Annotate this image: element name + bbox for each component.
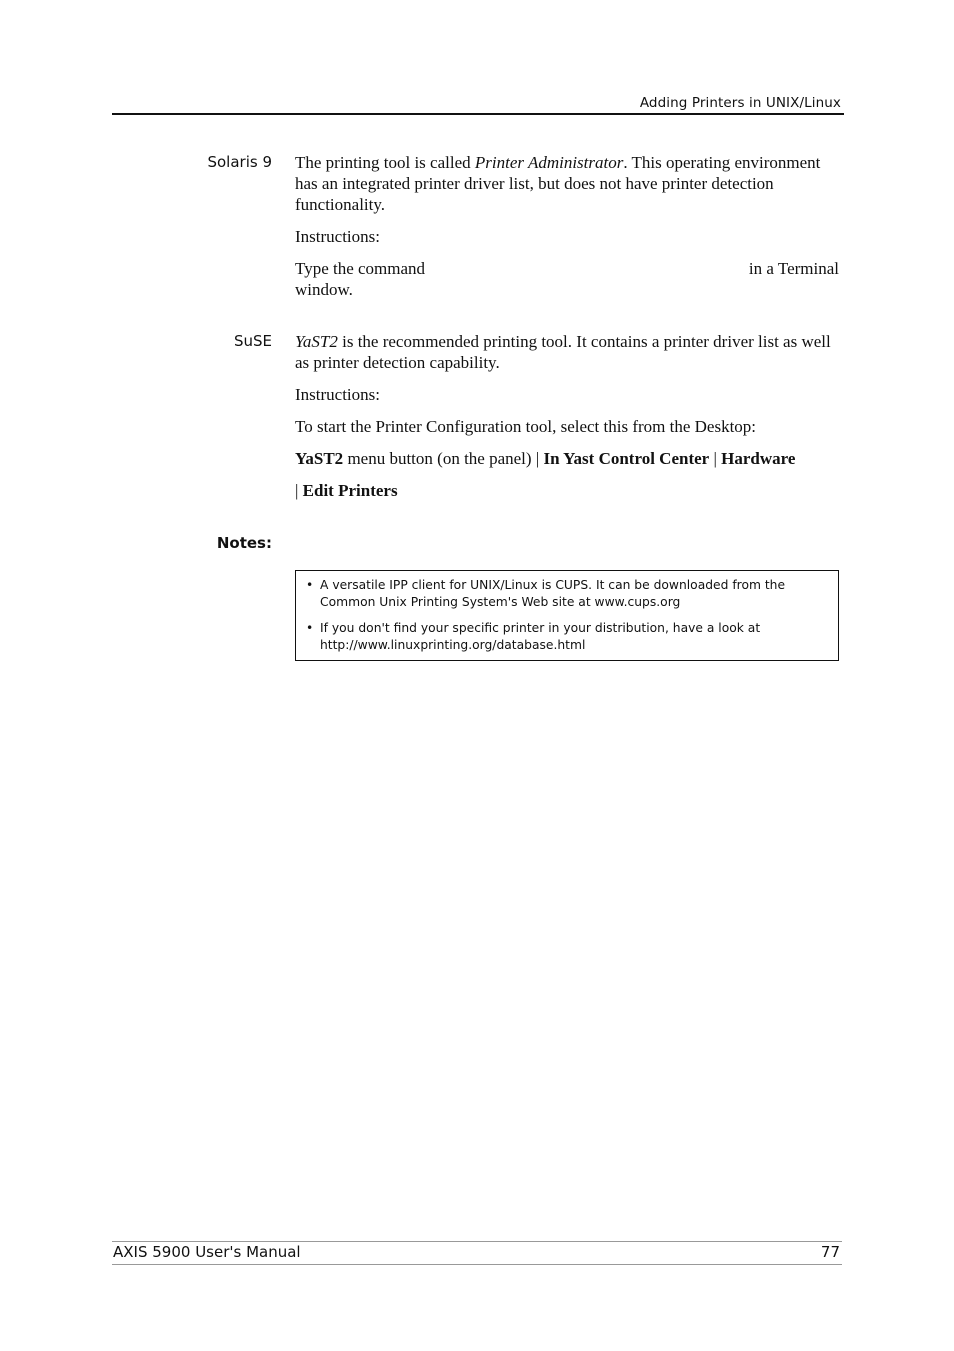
solaris-intro <box>295 152 839 215</box>
printer-administrator-term: Printer Administrator <box>474 153 624 172</box>
solaris-intro-prefix: The printing tool is called <box>295 153 475 172</box>
menu-path-continued <box>295 480 839 501</box>
footer-rule-top <box>112 1241 842 1242</box>
note-text: If you don't find your specific printer in your distribution, have a look at http://www.linuxprinting.org/database.html <box>320 621 761 652</box>
suse-intro-suffix: is the recommended printing tool. It contains a printer driver list as well as printer detection capability. <box>295 332 831 372</box>
footer-rule-bottom <box>112 1264 842 1265</box>
command-tail: window. <box>295 280 353 299</box>
suse-intro <box>295 331 839 373</box>
solaris-intro-suffix: . This operating environment has an integrated printer driver list, but does not have printer detection functionality. <box>295 153 821 214</box>
solaris-command-text <box>295 258 839 300</box>
bullet: • <box>306 578 314 592</box>
command-suffix: in a Terminal <box>748 259 839 278</box>
menu-path-edit-printers: Edit Printers <box>302 481 398 500</box>
suse-start-text: To start the Printer Configuration tool, select this from the Desktop: <box>295 417 757 436</box>
header-rule <box>112 113 844 115</box>
command-prefix: Type the command <box>295 259 426 278</box>
bullet: • <box>306 621 314 635</box>
note-item <box>306 577 828 611</box>
footer-manual-title: AXIS 5900 User's Manual <box>113 1243 301 1261</box>
menu-path-menu-button: menu button (on the panel) | <box>343 449 544 468</box>
menu-path <box>295 448 839 469</box>
menu-path-separator-2: | <box>295 481 303 500</box>
menu-path-hardware: Hardware <box>721 449 796 468</box>
suse-instructions: Instructions: <box>295 385 380 404</box>
yast2-term: YaST2 <box>295 332 338 351</box>
note-item <box>306 620 828 654</box>
menu-path-yast2: YaST2 <box>295 449 344 468</box>
running-header: Adding Printers in UNIX/Linux <box>639 95 841 111</box>
note-text: A versatile IPP client for UNIX/Linux is CUPS. It can be downloaded from the Common Unix Printing System's Web site at www.cups.org <box>320 578 786 609</box>
menu-path-separator: | <box>709 449 722 468</box>
section-label-solaris: Solaris 9 <box>207 153 272 171</box>
notes-label: Notes: <box>216 534 272 552</box>
solaris-instructions: Instructions: <box>295 227 380 246</box>
page-number: 77 <box>820 1243 840 1261</box>
notes-box <box>295 570 839 661</box>
section-label-suse: SuSE <box>233 332 272 350</box>
menu-path-control-center: In Yast Control Center <box>543 449 710 468</box>
